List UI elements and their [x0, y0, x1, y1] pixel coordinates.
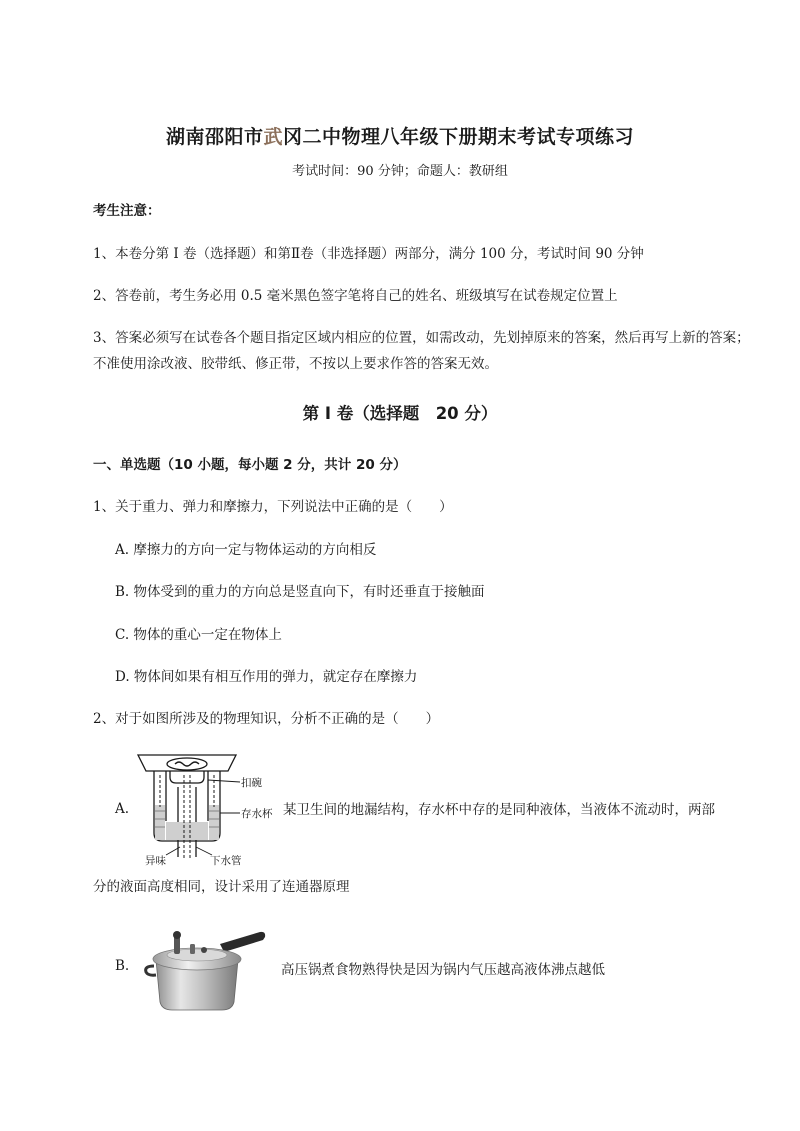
notice-item-3: 3、答案必须写在试卷各个题目指定区域内相应的位置，如需改动，先划掉原来的答案，然后再写上新的答案；不准使用涂改液、胶带纸、修正带，不按以上要求作答的答案无效。: [93, 330, 750, 372]
question-2-stem: 2、对于如图所涉及的物理知识，分析不正确的是（ ）: [93, 711, 440, 727]
label-pipe: 下水管: [210, 855, 242, 867]
section-title: 第 I 卷（选择题 20 分）: [302, 404, 498, 423]
question-2-option-b-letter: B.: [115, 958, 130, 974]
exam-info: 考试时间：90 分钟；命题人：教研组: [292, 164, 508, 179]
floor-drain-figure: [130, 747, 282, 869]
title-part-2: 冈二中物理八年级下册期末考试专项练习: [283, 126, 635, 148]
question-2-option-b-text: 高压锅煮食物熟得快是因为锅内气压越高液体沸点越低: [281, 962, 605, 978]
label-bowl: 扣碗: [241, 777, 262, 789]
notice-item-2: 2、答卷前，考生务必用 0.5 毫米黑色签字笔将自己的姓名、班级填写在试卷规定位置上: [93, 288, 618, 304]
part-heading: 一、单选题（10 小题，每小题 2 分，共计 20 分）: [93, 457, 407, 473]
title-part-1: 湖南邵阳市: [165, 126, 264, 148]
pressure-cooker-image: [142, 922, 268, 1014]
notice-heading: 考生注意：: [93, 203, 161, 219]
notice-item-1: 1、本卷分第 I 卷（选择题）和第Ⅱ卷（非选择题）两部分，满分 100 分，考试时间 90 分钟: [93, 246, 644, 262]
question-1-stem: 1、关于重力、弹力和摩擦力，下列说法中正确的是（ ）: [93, 499, 453, 515]
question-2-option-a-text: 某卫生间的地漏结构，存水杯中存的是同种液体，当液体不流动时，两部: [283, 802, 715, 818]
question-1-option-b: B. 物体受到的重力的方向总是竖直向下，有时还垂直于接触面: [115, 584, 485, 600]
question-2-option-a-letter: A.: [115, 801, 130, 817]
label-cup: 存水杯: [241, 808, 273, 820]
question-1-option-c: C. 物体的重心一定在物体上: [115, 627, 282, 643]
question-1-option-a: A. 摩擦力的方向一定与物体运动的方向相反: [115, 542, 377, 558]
question-2-option-a-continued: 分的液面高度相同，设计采用了连通器原理: [93, 879, 350, 895]
title-part-highlight: 武: [263, 126, 283, 148]
question-1-option-d: D. 物体间如果有相互作用的弹力，就定存在摩擦力: [115, 669, 418, 685]
page-title: [0, 122, 800, 149]
label-odor: 异味: [145, 855, 166, 867]
